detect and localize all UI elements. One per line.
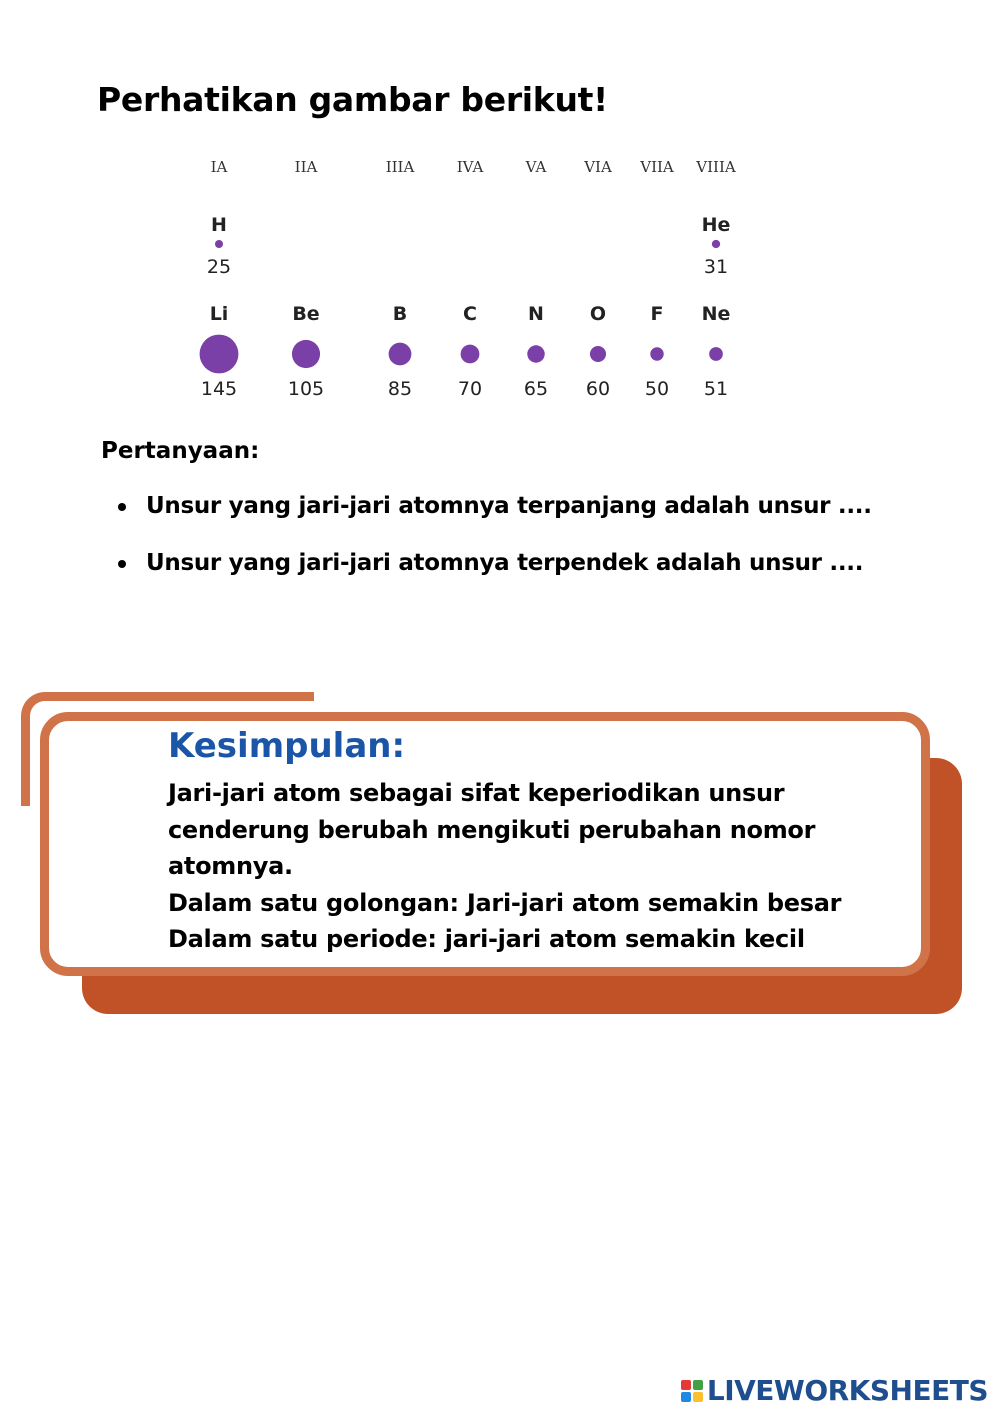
liveworksheets-logo-icon (681, 1380, 703, 1402)
conclusion-line: Dalam satu golongan: Jari-jari atom semakin besar (168, 888, 842, 917)
group-label: VA (525, 158, 547, 176)
element-symbol: O (589, 303, 607, 325)
group-label: IIA (294, 158, 318, 176)
atomic-radius-value: 105 (287, 378, 325, 400)
element-symbol: H (211, 214, 227, 236)
logo-square (693, 1392, 703, 1402)
atom-period2-li (200, 335, 239, 374)
atomic-radius-value: 60 (585, 378, 611, 400)
conclusion-line: atomnya. (168, 852, 293, 880)
question-item: Unsur yang jari-jari atomnya terpendek adalah unsur .... (146, 541, 946, 598)
element-symbol: C (463, 303, 477, 325)
element-symbol: Ne (701, 303, 731, 325)
atom-period1-he (712, 240, 720, 248)
page-title: Perhatikan gambar berikut! (97, 80, 608, 119)
atom-period2-ne (709, 347, 723, 361)
liveworksheets-brand (681, 1374, 988, 1407)
element-symbol: Be (292, 303, 320, 325)
brand-name: LIVEWORKSHEETS (706, 1374, 988, 1407)
conclusion-body (168, 775, 888, 958)
atom-period2-be (292, 340, 320, 368)
atomic-radius-value: 50 (644, 378, 670, 400)
questions-heading: Pertanyaan: (101, 438, 260, 464)
conclusion-line: cenderung berubah mengikuti perubahan nomor (168, 815, 816, 844)
conclusion-line: Dalam satu periode: jari-jari atom semakin kecil (168, 925, 805, 953)
atomic-radius-value: 31 (703, 256, 729, 278)
group-label: IVA (456, 158, 484, 176)
element-symbol: N (528, 303, 544, 325)
element-symbol: B (392, 303, 408, 325)
atomic-radius-value: 65 (523, 378, 549, 400)
atomic-radius-value: 145 (200, 378, 238, 400)
logo-square (681, 1392, 691, 1402)
element-symbol: He (701, 214, 731, 236)
atom-period2-o (590, 346, 606, 362)
group-label: IIIA (385, 158, 415, 176)
atomic-radius-value: 51 (703, 378, 729, 400)
atomic-radius-value: 70 (457, 378, 483, 400)
atom-period2-b (389, 343, 412, 366)
atom-period2-c (461, 345, 480, 364)
logo-square (693, 1380, 703, 1390)
element-symbol: Li (209, 303, 229, 325)
atom-period1-h (215, 240, 223, 248)
conclusion-line: Jari-jari atom sebagai sifat keperiodikan unsur (168, 779, 785, 807)
atomic-radius-value: 25 (206, 256, 232, 278)
atomic-radius-value: 85 (387, 378, 413, 400)
atomic-radius-figure (190, 150, 750, 410)
questions-list (146, 484, 946, 598)
element-symbol: F (650, 303, 664, 325)
conclusion-title: Kesimpulan: (168, 726, 406, 766)
group-label: IA (210, 158, 228, 176)
logo-square (681, 1380, 691, 1390)
question-item: Unsur yang jari-jari atomnya terpanjang adalah unsur .... (146, 484, 946, 541)
group-label: VIIA (640, 158, 674, 176)
group-label: VIA (584, 158, 612, 176)
atom-period2-n (527, 345, 544, 362)
group-label: VIIIA (696, 158, 736, 176)
atom-period2-f (650, 347, 663, 360)
